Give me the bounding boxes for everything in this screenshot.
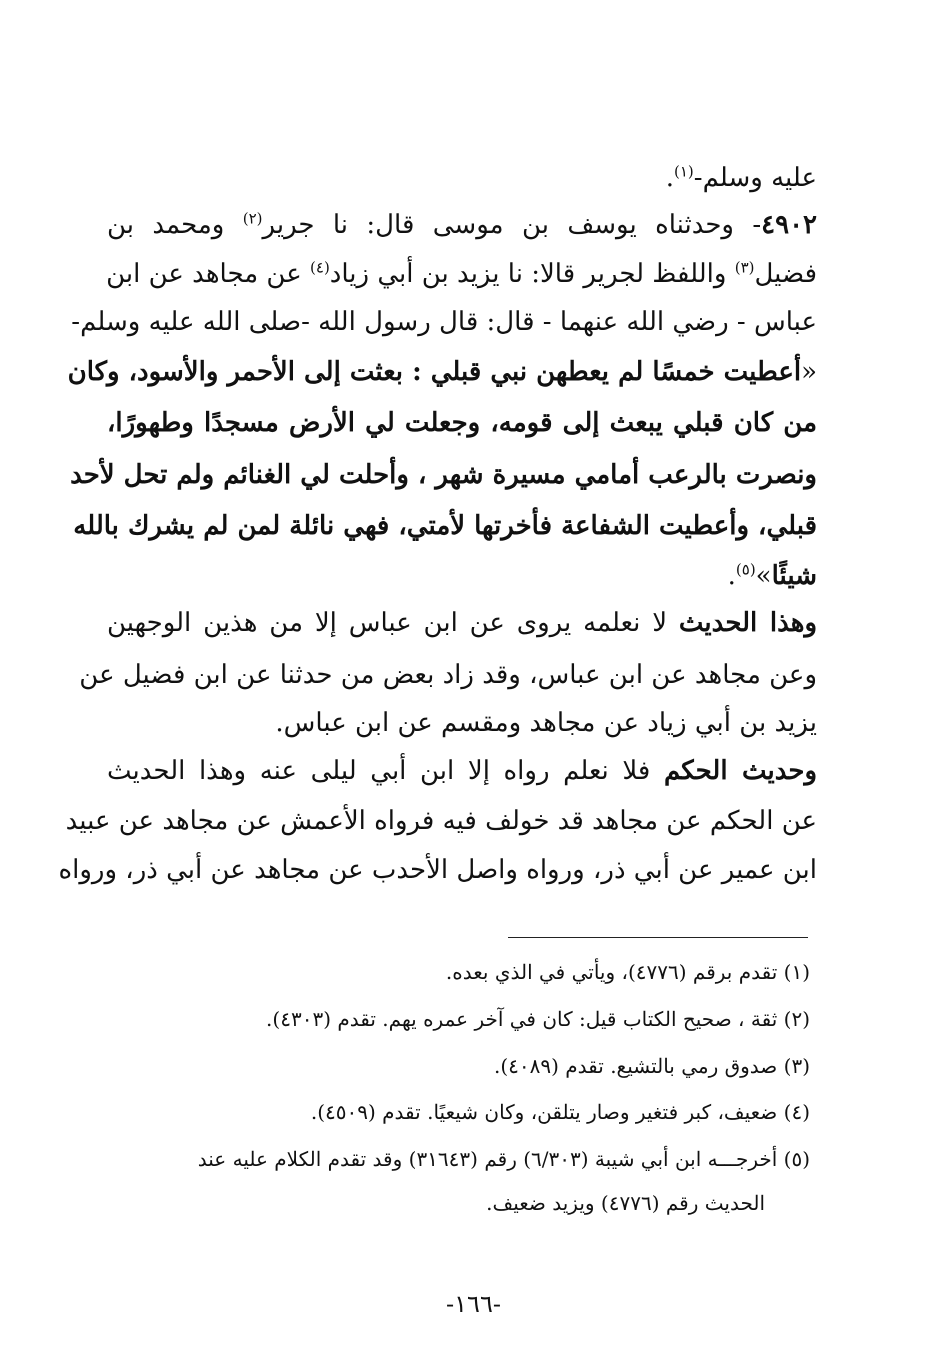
hadith-number: ٤٩٠٢ xyxy=(761,210,817,240)
text-line xyxy=(58,850,817,890)
emphasis-text: وهذا الحديث xyxy=(678,608,817,638)
footnote-ref: (١) xyxy=(674,162,694,181)
footnote-2: (٢) ثقة ، صحيح الكتاب قيل: كان في آخر عمره يهم. تقدم (٤٣٠٣). xyxy=(266,1007,810,1031)
footnote-ref: (٣) xyxy=(734,258,755,277)
footnote-ref: (٥) xyxy=(735,560,756,579)
text-segment: لا نعلمه يروى عن ابن عباس إلا من هذين الوجهين xyxy=(107,608,679,638)
footnote-3: (٣) صدوق رمي بالتشيع. تقدم (٤٠٨٩). xyxy=(493,1054,810,1078)
page-number: -١٦٦- xyxy=(446,1290,501,1318)
text-line xyxy=(107,751,817,791)
text-line xyxy=(79,655,817,695)
hadith-text: من كان قبلي يبعث إلى قومه، وجعلت لي الأرض مسجدًا وطهورًا، xyxy=(107,408,817,438)
text-line xyxy=(107,703,817,743)
emphasis-text: وحديث الحكم xyxy=(663,756,817,786)
text-segment: فضيل xyxy=(754,259,817,289)
text-segment: . xyxy=(665,163,674,193)
footnote-5-continued: الحديث رقم (٤٧٧٦) ويزيد ضعيف. xyxy=(486,1191,765,1215)
text-segment: « xyxy=(801,357,817,387)
footnote-1: (١) تقدم برقم (٤٧٧٦)، ويأتي في الذي بعده. xyxy=(445,960,810,984)
text-line xyxy=(67,352,817,392)
text-segment: عليه وسلم- xyxy=(693,163,817,193)
hadith-text: قبلي، وأعطيت الشفاعة فأخرتها لأمتي، فهي نائلة لمن لم يشرك بالله xyxy=(73,511,817,541)
text-segment: ومحمد بن xyxy=(107,210,243,240)
text-line xyxy=(73,506,817,546)
footnote-5: (٥) أخرجـــه ابن أبي شيبة (٦/٣٠٣) رقم (٣١٦٤٣) وقد تقدم الكلام عليه عند xyxy=(197,1147,810,1171)
text-line xyxy=(107,158,817,198)
hadith-text: ونصرت بالرعب أمامي مسيرة شهر ، وأحلت لي الغنائم ولم تحل لأحد xyxy=(70,460,817,490)
text-segment: » xyxy=(755,561,772,591)
text-line xyxy=(71,302,817,342)
text-line xyxy=(107,254,817,294)
text-segment: . xyxy=(727,561,736,591)
hadith-text: شيئًا xyxy=(771,561,817,591)
text-segment: فلا نعلم رواه إلا ابن أبي ليلى عنه وهذا الحديث xyxy=(107,756,664,786)
footnote-ref: (٤) xyxy=(310,258,330,277)
hadith-text: أعطيت خمسًا لم يعطهن نبي قبلي : بعثت إلى الأحمر والأسود، وكان xyxy=(67,357,802,387)
text-segment: ابن عمير عن أبي ذر، ورواه واصل الأحدب عن مجاهد عن أبي ذر، ورواه xyxy=(58,855,817,885)
text-segment: عن مجاهد عن ابن xyxy=(106,259,311,289)
text-line xyxy=(107,403,817,443)
footnote-4: (٤) ضعيف، كبر فتغير وصار يتلقن، وكان شيعيًا. تقدم (٤٥٠٩). xyxy=(310,1100,810,1124)
text-line xyxy=(107,556,817,596)
text-line xyxy=(107,205,817,245)
footnote-ref: (٢) xyxy=(242,209,263,228)
text-segment: واللفظ لجرير قالا: نا يزيد بن أبي زياد xyxy=(329,259,735,289)
text-line xyxy=(70,455,817,495)
text-segment: يزيد بن أبي زياد عن مجاهد ومقسم عن ابن عباس. xyxy=(275,708,817,738)
text-segment: عن الحكم عن مجاهد قد خولف فيه فرواه الأعمش عن مجاهد عن عبيد xyxy=(65,806,817,836)
text-line xyxy=(107,603,817,643)
text-segment: - وحدثناه يوسف بن موسى قال: نا جرير xyxy=(262,210,762,240)
footnote-separator xyxy=(508,937,808,938)
text-segment: وعن مجاهد عن ابن عباس، وقد زاد بعض من حدثنا عن ابن فضيل عن xyxy=(79,660,817,690)
text-segment: عباس - رضي الله عنهما - قال: قال رسول الله -صلى الله عليه وسلم- xyxy=(71,307,817,337)
text-line xyxy=(65,801,817,841)
